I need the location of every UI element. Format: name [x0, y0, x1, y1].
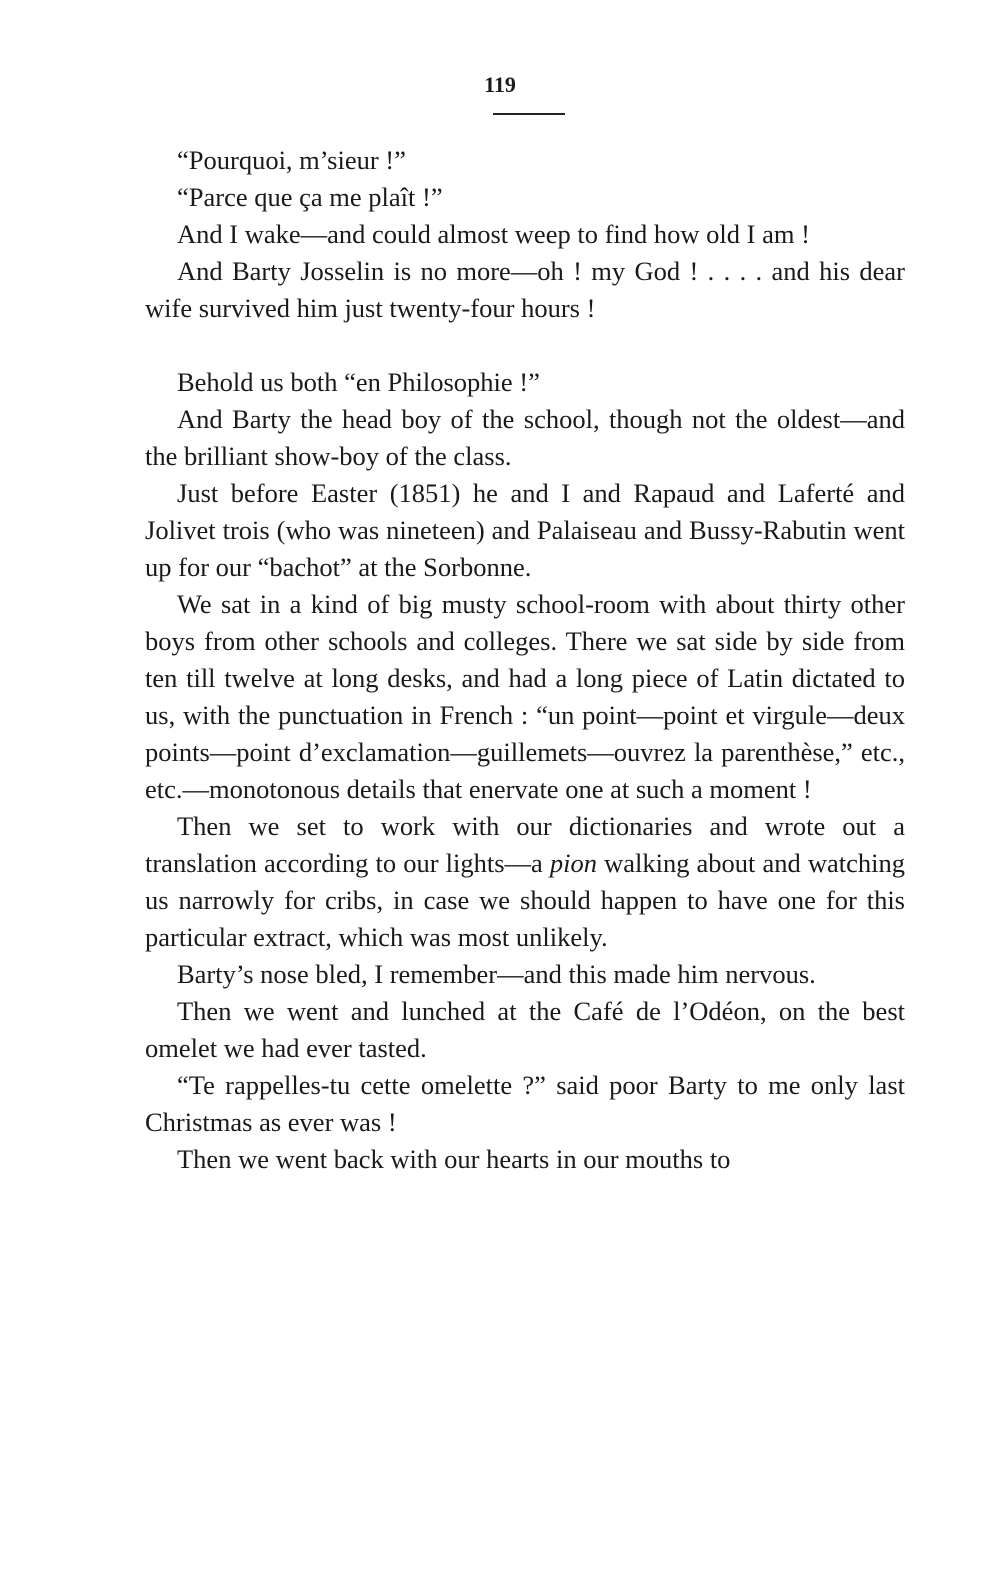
- body-text: [145, 142, 905, 1178]
- paragraph: [145, 808, 905, 956]
- header-rule: [493, 113, 565, 115]
- paragraph: “Pourquoi, m’sieur !”: [177, 145, 406, 175]
- italic-word: pion: [549, 848, 597, 878]
- paragraph-text: Then we set to work with our dictionaries and wrote out a translation according to our lights—a: [145, 811, 905, 878]
- paragraph: Then we went back with our hearts in our mouths to: [177, 1144, 731, 1174]
- paragraph-text: walking about and watching us narrowly for cribs, in case we should happen to have one for this particular extract, which was most unlikely.: [145, 848, 905, 952]
- paragraph: Behold us both “en Philosophie !”: [177, 367, 540, 397]
- page-number: 119: [484, 72, 516, 97]
- paragraph: “Te rappelles-tu cette omelette ?” said poor Barty to me only last Christmas as ever was !: [145, 1070, 905, 1137]
- paragraph: And Barty Josselin is no more—oh ! my God ! . . . . and his dear wife survived him just twenty-four hours !: [145, 256, 905, 323]
- paragraph: Just before Easter (1851) he and I and Rapaud and Laferté and Jolivet trois (who was nineteen) and Palaiseau and Bussy-Rabutin went up for our “bachot” at the Sorbonne.: [145, 478, 905, 582]
- paragraph: And I wake—and could almost weep to find how old I am !: [177, 219, 810, 249]
- paragraph: “Parce que ça me plaît !”: [177, 182, 443, 212]
- paragraph: We sat in a kind of big musty school-room with about thirty other boys from other schools and colleges. There we sat side by side from ten till twelve at long desks, and had a long piece of Latin dictated to us, with the punctuation in French : “un point—point et virgule—deux points—point d’exclamation—guillemets—ouvrez la parenthèse,” etc., etc.—monotonous details that enervate one at such a moment !: [145, 589, 905, 804]
- paragraph: And Barty the head boy of the school, though not the oldest—and the brilliant show-boy of the class.: [145, 404, 905, 471]
- paragraph: Then we went and lunched at the Café de l’Odéon, on the best omelet we had ever tasted.: [145, 996, 905, 1063]
- paragraph: Barty’s nose bled, I remember—and this made him nervous.: [177, 959, 816, 989]
